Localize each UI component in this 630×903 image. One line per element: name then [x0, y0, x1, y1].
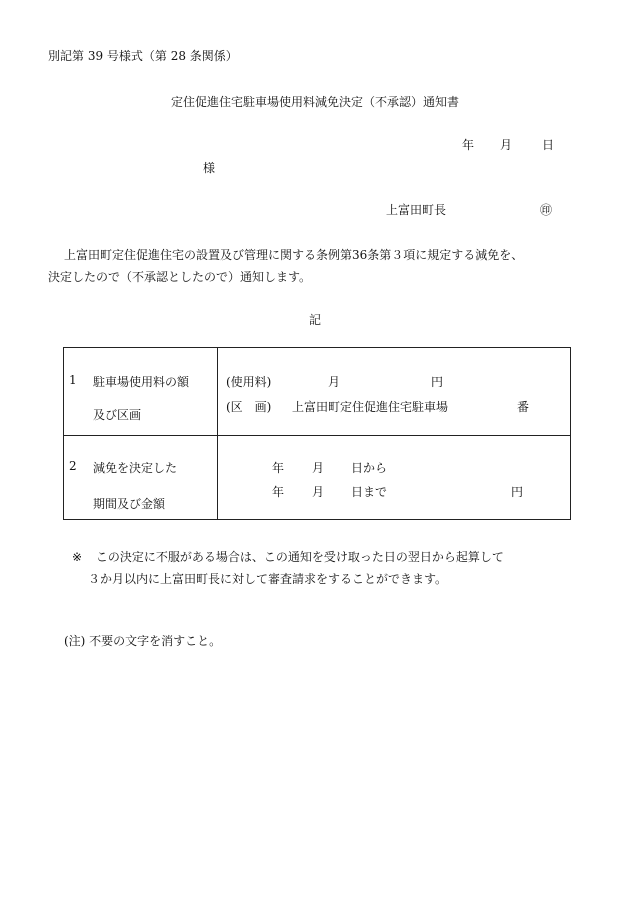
seal-mark: ㊞ [540, 203, 553, 217]
to-day-label: 日まで [351, 485, 388, 499]
row2-label-line1: 減免を決定した [93, 461, 178, 475]
row1-label-line1: 駐車場使用料の額 [93, 375, 190, 389]
notice-line-2: ３か月以内に上富田町長に対して審査請求をすることができます。 [88, 572, 448, 586]
fee-yen-label: 円 [431, 375, 444, 389]
document-title: 定住促進住宅駐車場使用料減免決定（不承認）通知書 [170, 95, 459, 109]
footnote: (注) 不要の文字を消すこと。 [64, 634, 222, 648]
body-paragraph [48, 244, 523, 288]
table-column-divider [217, 348, 218, 519]
addressee-suffix: 様 [203, 161, 216, 175]
date-year-label: 年 [462, 138, 475, 152]
ki-heading: 記 [308, 313, 321, 327]
lot-number-label: 番 [517, 400, 530, 414]
fee-label: (使用料) [226, 375, 272, 389]
date-month-label: 月 [500, 138, 513, 152]
row1-number: 1 [69, 373, 77, 387]
from-year-label: 年 [272, 461, 285, 475]
row2-label-line2: 期間及び金額 [93, 497, 166, 511]
row1-label-line2: 及び区画 [93, 408, 142, 422]
notice-line-1: この決定に不服がある場合は、この通知を受け取った日の翌日から起算して [95, 550, 504, 564]
table-row-divider [64, 435, 570, 436]
body-line-1: 上富田町定住促進住宅の設置及び管理に関する条例第36条第３項に規定する減免を、 [64, 248, 524, 262]
fee-month-label: 月 [328, 375, 341, 389]
from-day-label: 日から [351, 461, 388, 475]
notice-mark: ※ [72, 550, 83, 564]
lot-name: 上富田町定住促進住宅駐車場 [292, 400, 449, 414]
body-line-2: 決定したので（不承認としたので）通知します。 [48, 270, 312, 284]
date-day-label: 日 [542, 138, 555, 152]
to-year-label: 年 [272, 485, 285, 499]
appeal-notice [72, 546, 504, 590]
form-number: 別記第 39 号様式（第 28 条関係） [48, 49, 238, 63]
lot-label: (区 画) [226, 400, 272, 414]
from-month-label: 月 [312, 461, 325, 475]
issuer-name: 上富田町長 [386, 203, 447, 217]
to-month-label: 月 [312, 485, 325, 499]
detail-table [63, 347, 571, 520]
amount-yen-label: 円 [511, 485, 524, 499]
row2-number: 2 [69, 459, 77, 473]
